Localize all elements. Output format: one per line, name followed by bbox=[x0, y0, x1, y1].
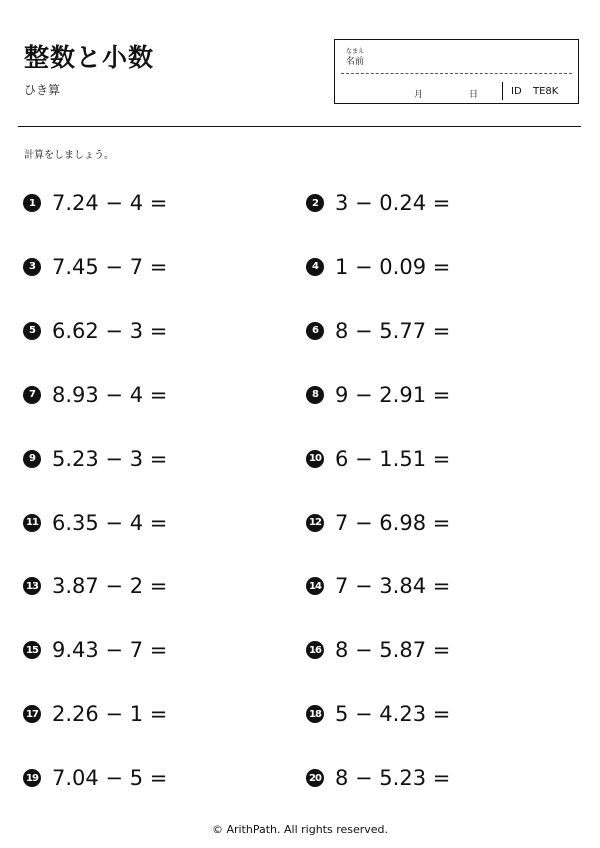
name-furigana: なまえ bbox=[346, 48, 365, 55]
problem-expression: 8 − 5.87 = bbox=[335, 638, 451, 663]
problem-item bbox=[23, 380, 167, 410]
problem-expression: 2.26 − 1 = bbox=[52, 702, 168, 727]
problem-item bbox=[23, 571, 167, 601]
id-label: ID bbox=[511, 86, 522, 97]
problem-expression: 6 − 1.51 = bbox=[335, 446, 451, 471]
problem-number-badge: 17 bbox=[23, 705, 41, 723]
name-box bbox=[334, 39, 579, 104]
day-label: 日 bbox=[469, 90, 479, 100]
problem-expression: 8 − 5.77 = bbox=[335, 318, 451, 343]
problem-expression: 3.87 − 2 = bbox=[52, 574, 168, 599]
problem-expression: 3 − 0.24 = bbox=[335, 191, 451, 215]
problem-item bbox=[306, 763, 450, 793]
problem-item bbox=[23, 444, 167, 474]
problem-expression: 7.04 − 5 = bbox=[52, 766, 168, 791]
problem-item bbox=[23, 635, 167, 665]
problem-number-badge: 2 bbox=[306, 194, 324, 212]
name-dotted-line bbox=[341, 73, 572, 74]
problem-expression: 7 − 3.84 = bbox=[335, 574, 451, 599]
problem-expression: 7 − 6.98 = bbox=[335, 510, 451, 535]
problem-number-badge: 5 bbox=[23, 322, 41, 340]
problem-expression: 5.23 − 3 = bbox=[52, 446, 168, 471]
problem-item bbox=[306, 316, 450, 346]
problem-number-badge: 14 bbox=[306, 577, 324, 595]
instruction-text: 計算をしましょう。 bbox=[24, 150, 114, 161]
problem-expression: 5 − 4.23 = bbox=[335, 702, 451, 727]
header-divider bbox=[18, 126, 581, 127]
problem-number-badge: 1 bbox=[23, 194, 41, 212]
problem-item bbox=[306, 252, 450, 282]
id-separator bbox=[502, 82, 503, 100]
problem-number-badge: 19 bbox=[23, 769, 41, 787]
problem-item bbox=[23, 252, 167, 282]
problem-number-badge: 18 bbox=[306, 705, 324, 723]
problem-item bbox=[23, 508, 167, 538]
problem-item bbox=[23, 763, 167, 793]
problem-expression: 8.93 − 4 = bbox=[52, 382, 168, 407]
problem-item bbox=[306, 699, 450, 729]
id-value: TE8K bbox=[533, 86, 559, 97]
problem-item bbox=[306, 188, 450, 218]
problem-item bbox=[306, 508, 450, 538]
problem-expression: 1 − 0.09 = bbox=[335, 254, 451, 279]
problem-expression: 8 − 5.23 = bbox=[335, 766, 451, 791]
problem-number-badge: 6 bbox=[306, 322, 324, 340]
problem-number-badge: 3 bbox=[23, 258, 41, 276]
name-label: 名前 bbox=[346, 57, 365, 67]
problem-item bbox=[306, 444, 450, 474]
problem-item bbox=[306, 571, 450, 601]
problem-number-badge: 13 bbox=[23, 577, 41, 595]
problem-item bbox=[306, 380, 450, 410]
problem-item bbox=[23, 188, 167, 218]
problem-number-badge: 16 bbox=[306, 641, 324, 659]
problem-expression: 7.45 − 7 = bbox=[52, 254, 168, 279]
problem-number-badge: 4 bbox=[306, 258, 324, 276]
problem-number-badge: 12 bbox=[306, 514, 324, 532]
problem-number-badge: 10 bbox=[306, 450, 324, 468]
problem-expression: 9.43 − 7 = bbox=[52, 638, 168, 663]
problem-item bbox=[23, 316, 167, 346]
problem-number-badge: 20 bbox=[306, 769, 324, 787]
problem-expression: 6.62 − 3 = bbox=[52, 318, 168, 343]
problem-number-badge: 11 bbox=[23, 514, 41, 532]
problem-number-badge: 7 bbox=[23, 386, 41, 404]
month-label: 月 bbox=[414, 90, 424, 100]
problem-number-badge: 8 bbox=[306, 386, 324, 404]
problem-expression: 9 − 2.91 = bbox=[335, 382, 451, 407]
problem-number-badge: 9 bbox=[23, 450, 41, 468]
problem-item bbox=[23, 699, 167, 729]
worksheet-subtitle: ひき算 bbox=[24, 83, 61, 97]
problem-expression: 6.35 − 4 = bbox=[52, 510, 168, 535]
problem-item bbox=[306, 635, 450, 665]
problem-expression: 7.24 − 4 = bbox=[52, 191, 168, 215]
problem-number-badge: 15 bbox=[23, 641, 41, 659]
worksheet-title: 整数と小数 bbox=[24, 43, 155, 72]
copyright-footer: © ArithPath. All rights reserved. bbox=[211, 823, 389, 836]
